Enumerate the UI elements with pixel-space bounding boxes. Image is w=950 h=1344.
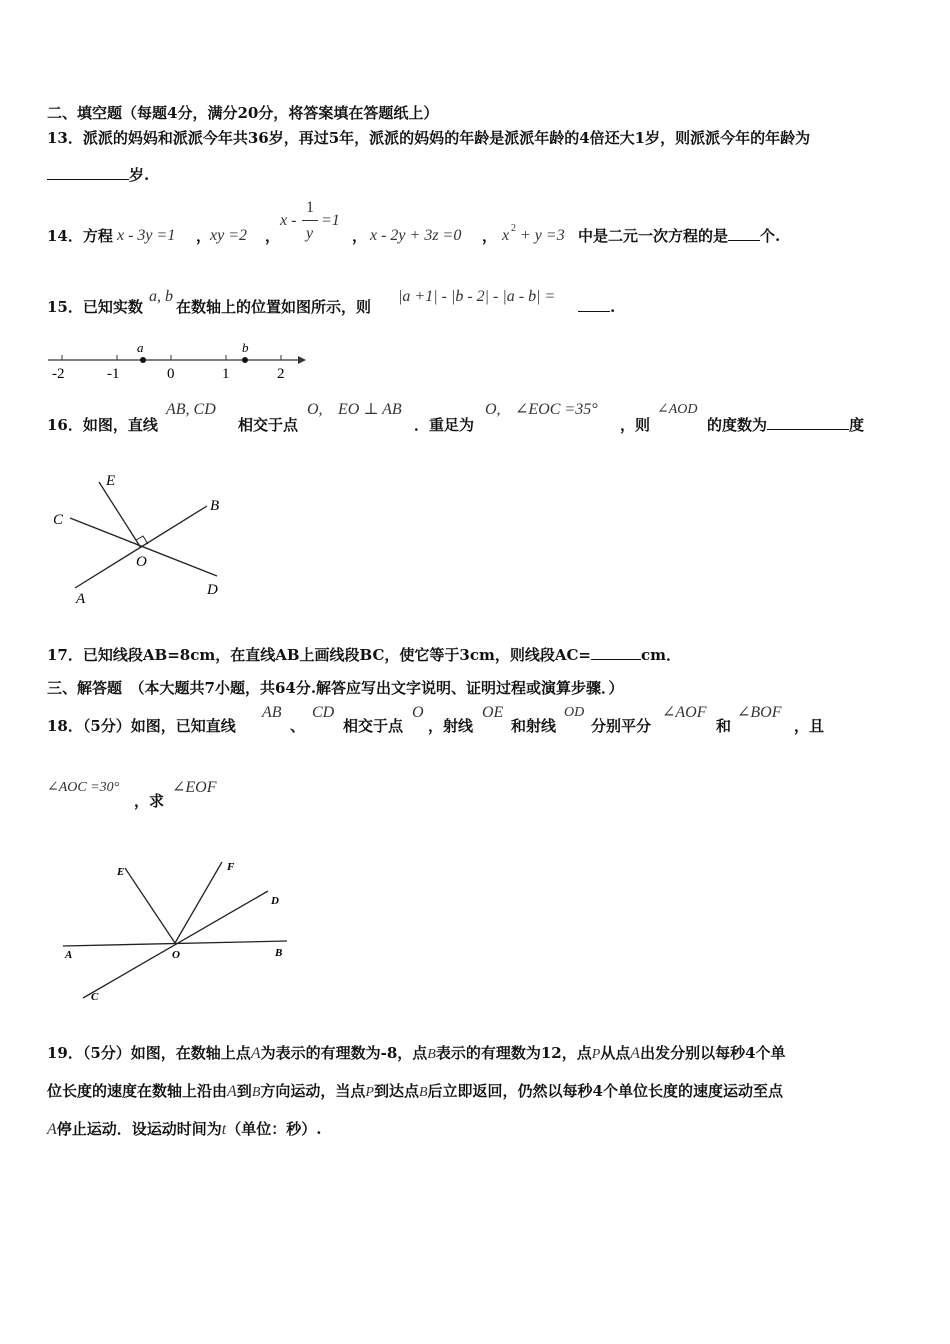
- answer-blank: [47, 165, 129, 180]
- answer-blank: [578, 297, 610, 312]
- question-14-suffix: [578, 226, 780, 246]
- point-B: B: [427, 1047, 436, 1062]
- label-O: O: [136, 554, 147, 570]
- point-a-dot: [140, 357, 146, 363]
- question-18-mid2: ，射线: [428, 717, 474, 735]
- tick-label: 2: [277, 366, 285, 382]
- question-15-expression: |a +1| - |b - 2| - |a - b| =: [398, 288, 556, 305]
- question-16-suffix: [707, 415, 864, 435]
- question-15-answer: [578, 297, 615, 317]
- equation-5-exponent: 2: [511, 223, 516, 234]
- variable-t: t: [221, 1121, 227, 1138]
- answer-blank: [591, 645, 641, 660]
- label-E: E: [117, 866, 125, 878]
- point-A: A: [47, 1121, 57, 1138]
- question-15-end: .: [610, 298, 616, 316]
- text: 从点: [600, 1044, 631, 1062]
- text: 方向运动，当点: [260, 1082, 366, 1100]
- separator: 、: [290, 717, 306, 735]
- section-heading-solutions: 三、解答题 （本大题共7小题，共64分.解答应写出文字说明、证明过程或演算步骤．）: [47, 679, 624, 697]
- equation-5-rest: + y =3: [520, 227, 565, 244]
- question-16-mid1: 相交于点: [238, 416, 299, 434]
- question-15-prefix: 15．已知实数: [47, 298, 143, 316]
- angle-AOF-label: ∠AOF: [662, 704, 707, 721]
- label-B: B: [210, 498, 220, 514]
- point-a-label: a: [137, 340, 144, 355]
- question-16-point: O,: [307, 401, 323, 418]
- tick-label: -1: [107, 366, 120, 382]
- question-18-mid1: 相交于点: [343, 717, 404, 735]
- question-19-line3: [47, 1119, 321, 1140]
- label-D: D: [271, 895, 279, 907]
- text: 到: [236, 1082, 252, 1100]
- equation-2: xy =2: [210, 227, 247, 244]
- point-A: A: [250, 1045, 261, 1062]
- label-O: O: [172, 949, 180, 961]
- line-CD-label: CD: [312, 704, 335, 721]
- text: 表示的有理数为12，点: [435, 1044, 592, 1062]
- equation-1: x - 3y =1: [117, 227, 176, 244]
- label-D: D: [207, 582, 218, 598]
- text: 位长度的速度在数轴上沿由: [47, 1082, 228, 1100]
- equation-4: x - 2y + 3z =0: [370, 227, 462, 244]
- point-O-label: O: [412, 704, 424, 721]
- point-P: P: [365, 1085, 374, 1100]
- separator: ，: [482, 227, 498, 245]
- question-18-mid3: 和射线: [511, 717, 557, 735]
- question-18-prefix: 18．（5分）如图，已知直线: [47, 717, 236, 735]
- axis-arrow: [298, 356, 306, 364]
- question-16-lines: AB, CD: [166, 401, 216, 418]
- question-18-ask: ，求: [134, 792, 165, 810]
- question-16-mid3: ，则: [620, 416, 651, 434]
- separator: ，: [265, 227, 281, 245]
- question-19-line1: [47, 1043, 786, 1065]
- label-B: B: [275, 947, 283, 959]
- geometry-figure-18: [55, 850, 305, 1010]
- text: 后立即返回，仍然以每秒4个单位长度的速度运动至点: [427, 1082, 783, 1100]
- text: 到达点: [373, 1082, 419, 1100]
- question-16-perp: EO ⊥ AB: [338, 401, 402, 418]
- label-C: C: [53, 512, 64, 528]
- question-14-suffix-text: 中是二元一次方程的是: [578, 227, 729, 245]
- ray-OE: [125, 868, 175, 943]
- fraction-tail: =1: [321, 212, 340, 229]
- tick-label: -2: [52, 366, 65, 382]
- point-A: A: [630, 1045, 641, 1062]
- question-17-unit: cm．: [641, 646, 682, 664]
- label-E: E: [106, 473, 116, 489]
- ray-OD-label: OD: [564, 705, 585, 720]
- target-angle-EOF: ∠EOF: [172, 779, 217, 796]
- number-line-figure: [40, 340, 310, 385]
- fraction-numerator: 1: [306, 199, 314, 216]
- tick-label: 0: [167, 366, 175, 382]
- equation-5-base: x: [502, 227, 510, 244]
- fraction-bar: [302, 220, 318, 221]
- text: 出发分别以每秒4个单: [640, 1044, 786, 1062]
- question-15-vars: a, b: [149, 288, 173, 305]
- point-A: A: [227, 1083, 237, 1100]
- given-angle-AOC: ∠AOC =30°: [47, 780, 120, 795]
- separator: ，: [352, 227, 368, 245]
- question-14-prefix: 14．方程: [47, 227, 113, 245]
- question-16-target: ∠AOD: [657, 402, 698, 417]
- angle-BOF-label: ∠BOF: [737, 704, 782, 721]
- answer-blank: [728, 226, 760, 241]
- line-AB-label: AB: [262, 704, 282, 721]
- geometry-figure-16: [40, 460, 240, 610]
- question-15-mid: 在数轴上的位置如图所示，则: [176, 298, 372, 316]
- question-16-prefix: 16．如图，直线: [47, 416, 158, 434]
- question-18-mid5: 和: [716, 717, 732, 735]
- section-heading-fill-in: 二、填空题（每题4分，满分20分，将答案填在答题纸上）: [47, 104, 439, 122]
- question-16-mid2: ．重足为: [414, 416, 475, 434]
- text: （单位：秒）.: [226, 1120, 322, 1138]
- question-17-text: 17．已知线段AB=8cm，在直线AB上画线段BC，使它等于3cm，则线段AC=: [47, 646, 592, 664]
- question-14-end: 个.: [760, 227, 781, 245]
- question-16-unit: 度: [849, 416, 865, 434]
- text: 19．（5分）如图，在数轴上点: [47, 1044, 251, 1062]
- label-A: A: [65, 949, 73, 961]
- question-18-mid4: 分别平分: [591, 717, 652, 735]
- text: 为表示的有理数为-8，点: [260, 1044, 428, 1062]
- question-16-foot: O,: [485, 401, 501, 418]
- question-18-end: ，且: [794, 717, 825, 735]
- separator: ，: [196, 227, 212, 245]
- point-P: P: [591, 1047, 601, 1062]
- point-b-dot: [242, 357, 248, 363]
- fraction-denominator: y: [306, 225, 314, 242]
- label-A: A: [76, 591, 86, 607]
- question-13-answer-line: [47, 165, 149, 185]
- point-b-label: b: [242, 340, 249, 355]
- fraction-lead: x -: [280, 212, 297, 229]
- question-19-line2: [47, 1081, 783, 1103]
- answer-blank: [767, 415, 849, 430]
- ray-OE-label: OE: [482, 704, 504, 721]
- label-C: C: [91, 991, 99, 1003]
- point-B: B: [251, 1085, 261, 1100]
- tick-label: 1: [222, 366, 230, 382]
- text: 停止运动．设运动时间为: [56, 1120, 222, 1138]
- label-F: F: [227, 861, 235, 873]
- question-13-text: 13．派派的妈妈和派派今年共36岁，再过5年，派派的妈妈的年龄是派派年龄的4倍还大1岁，则派派今年的年龄为: [47, 129, 811, 147]
- question-16-angle: ∠EOC =35°: [515, 401, 598, 418]
- point-B: B: [418, 1085, 428, 1100]
- question-16-suffix-text: 的度数为: [707, 416, 768, 434]
- question-17: [47, 645, 681, 665]
- question-13-tail: 岁.: [129, 166, 150, 184]
